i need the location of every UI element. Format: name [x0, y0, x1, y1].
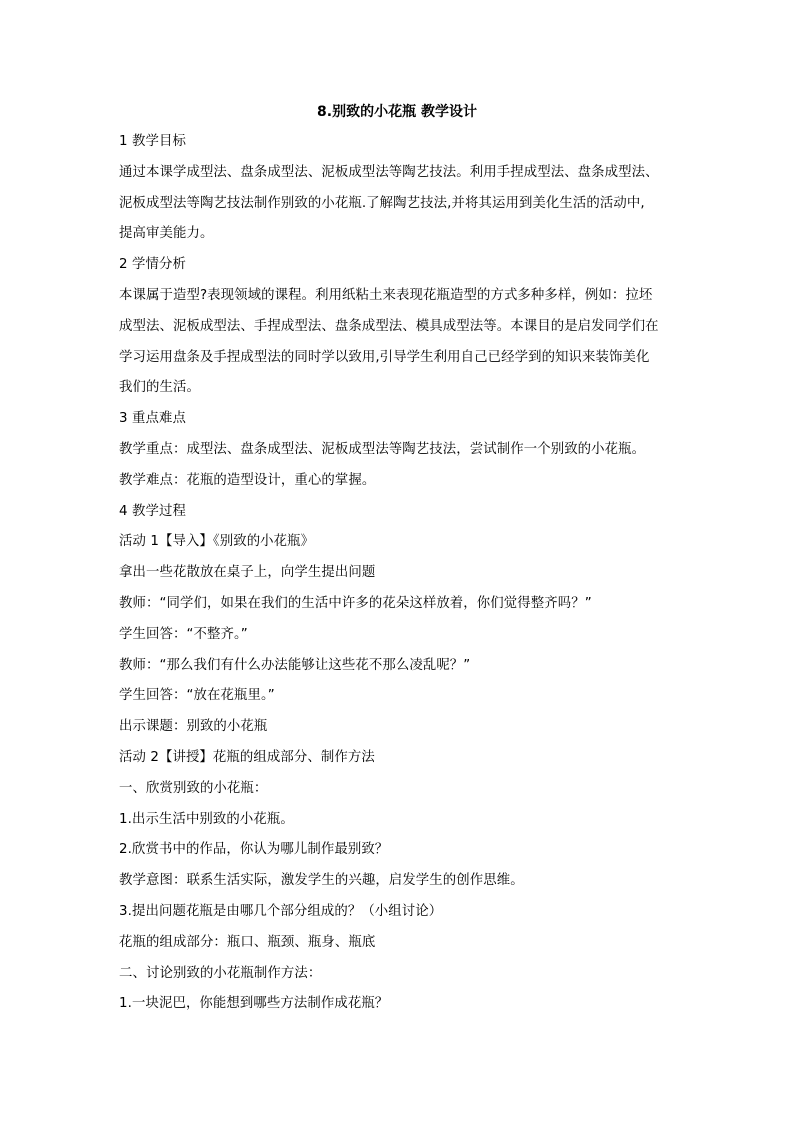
list-item: 1.出示生活中别致的小花瓶。: [119, 811, 294, 827]
paragraph-line: 我们的生活。: [119, 380, 200, 396]
paragraph-line: 教学难点：花瓶的造型设计，重心的掌握。: [119, 472, 376, 488]
heading-teaching-goals: 1 教学目标: [119, 134, 186, 149]
paragraph-line: 教学重点：成型法、盘条成型法、泥板成型法等陶艺技法，尝试制作一个别致的小花瓶。: [119, 441, 646, 457]
paragraph-line: 成型法、泥板成型法、手捏成型法、盘条成型法、模具成型法等。本课目的是启发同学们在: [119, 318, 659, 334]
document-title: 8.别致的小花瓶 教学设计: [317, 104, 477, 120]
document-body: [119, 132, 681, 1025]
heading-teaching-process: 4 教学过程: [119, 503, 186, 519]
dialogue-line: 学生回答：“放在花瓶里。”: [119, 688, 275, 704]
paragraph-line: 泥板成型法等陶艺技法制作别致的小花瓶.了解陶艺技法,并将其运用到美化生活的活动中,: [119, 195, 645, 211]
heading-student-analysis: 2 学情分析: [119, 257, 186, 273]
dialogue-line: 教师：“那么我们有什么办法能够让这些花不那么凌乱呢？”: [119, 657, 471, 673]
section-heading: 二、讨论别致的小花瓶制作方法：: [119, 965, 322, 981]
paragraph-line: 教学意图：联系生活实际，激发学生的兴趣，启发学生的创作思维。: [119, 873, 524, 889]
paragraph-line: 学习运用盘条及手捏成型法的同时学以致用,引导学生利用自己已经学到的知识来装饰美化: [119, 349, 650, 365]
list-item: 2.欣赏书中的作品，你认为哪儿制作最别致？: [119, 842, 389, 858]
paragraph-line: 出示课题：别致的小花瓶: [119, 719, 268, 735]
list-item: 3.提出问题花瓶是由哪几个部分组成的？（小组讨论）: [119, 903, 443, 919]
heading-key-points: 3 重点难点: [119, 411, 186, 427]
list-item: 1.一块泥巴，你能想到哪些方法制作成花瓶？: [119, 996, 389, 1012]
dialogue-line: 教师：“同学们，如果在我们的生活中许多的花朵这样放着，你们觉得整齐吗？”: [119, 595, 592, 611]
dialogue-line: 学生回答：“不整齐。”: [119, 626, 248, 642]
section-heading: 一、欣赏别致的小花瓶：: [119, 780, 268, 796]
activity-heading: 活动 2【讲授】花瓶的组成部分、制作方法: [119, 749, 375, 765]
activity-heading: 活动 1【导入】《别致的小花瓶》: [119, 534, 315, 550]
paragraph-line: 本课属于造型?表现领域的课程。利用纸粘土来表现花瓶造型的方式多种多样，例如：拉坯: [119, 287, 653, 303]
paragraph-line: 花瓶的组成部分：瓶口、瓶颈、瓶身、瓶底: [119, 934, 376, 950]
paragraph-line: 提高审美能力。: [119, 226, 214, 242]
paragraph-line: 通过本课学成型法、盘条成型法、泥板成型法等陶艺技法。利用手捏成型法、盘条成型法、: [119, 164, 659, 180]
paragraph-line: 拿出一些花散放在桌子上，向学生提出问题: [119, 565, 376, 581]
